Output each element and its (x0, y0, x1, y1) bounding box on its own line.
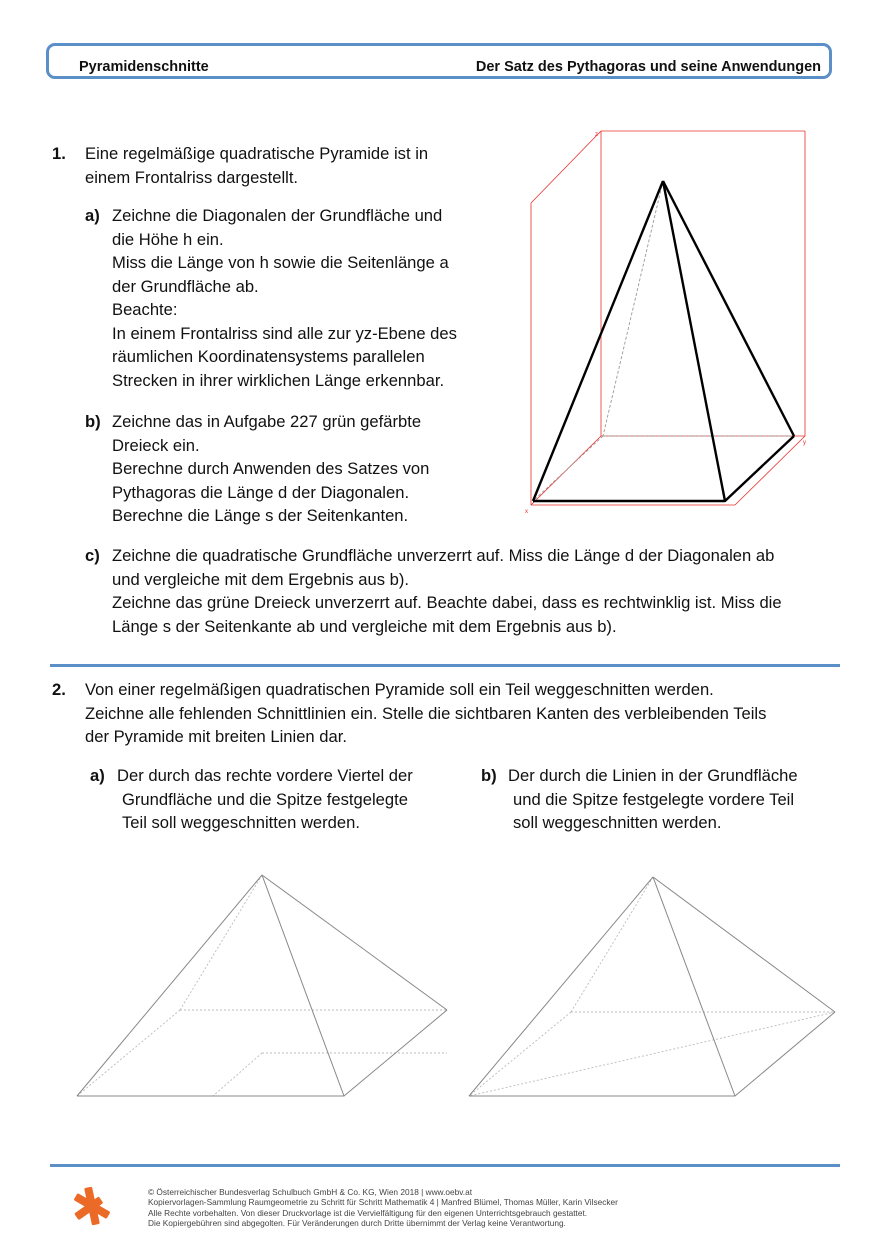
hidden-edge (469, 1012, 571, 1096)
task2-a-line: Der durch das rechte vordere Viertel der (117, 766, 413, 785)
lateral-edge (653, 877, 735, 1096)
lateral-edge (469, 877, 653, 1096)
task1-c-line: Länge s der Seitenkante ab und vergleiche mit dem Ergebnis aus b). (112, 616, 617, 636)
task1-intro-line: Eine regelmäßige quadratische Pyramide ist in (85, 144, 429, 163)
footer-line: Die Kopiergebühren sind abgegolten. Für Veränderungen durch Dritte übernimmt der Verlag keine Verantwortung. (148, 1218, 566, 1229)
axis-label-x: x (525, 509, 528, 515)
publisher-logo-icon (72, 1186, 112, 1226)
hidden-lines (469, 877, 835, 1096)
task1-a-line: Beachte: (112, 300, 178, 319)
task1-a-line: In einem Frontalriss sind alle zur yz-Ebene des (112, 323, 457, 343)
task2-b-line: soll weggeschnitten werden. (513, 813, 722, 832)
task1-c-line: Zeichne die quadratische Grundfläche unverzerrt auf. Miss die Länge d der Diagonalen ab (112, 546, 775, 565)
task1-c-line: Zeichne das grüne Dreieck unverzerrt auf. Beachte dabei, dass es rechtwinklig ist. Miss die (112, 593, 782, 612)
task2-a-line: Teil soll weggeschnitten werden. (122, 813, 360, 832)
task2-intro-line: Von einer regelmäßigen quadratischen Pyramide soll ein Teil weggeschnitten werden. (85, 680, 714, 699)
task1-b-line: Zeichne das in Aufgabe 227 grün gefärbte (112, 412, 422, 431)
task1-intro-line: einem Frontalriss dargestellt. (85, 167, 299, 187)
task2-intro-line: Zeichne alle fehlenden Schnittlinien ein. Stelle die sichtbaren Kanten des verbleibenden Teils (85, 703, 767, 723)
task1-c-line: und vergleiche mit dem Ergebnis aus b). (112, 569, 409, 589)
axis-label-z: z (595, 132, 598, 138)
footer-divider (50, 1164, 840, 1167)
task1-b-line: Berechne durch Anwenden des Satzes von (112, 459, 430, 478)
task1-b-label: b) (85, 412, 101, 431)
task1-a-line: Strecken in ihrer wirklichen Länge erkennbar. (112, 370, 445, 390)
footer-line: Kopiervorlagen-Sammlung Raumgeometrie zu Schritt für Schritt Mathematik 4 | Manfred Blümel, Thomas Müller, Karin Vilsecker (148, 1197, 618, 1208)
task2-a-label: a) (90, 766, 105, 785)
task1-a-line: räumlichen Koordinatensystems parallelen (112, 347, 425, 366)
task1-c-label: c) (85, 546, 100, 565)
task1-a-label: a) (85, 206, 100, 225)
visible-edges (469, 877, 835, 1096)
task2-a-line: Grundfläche und die Spitze festgelegte (122, 789, 408, 809)
task1-a-line: die Höhe h ein. (112, 229, 224, 249)
header-chapter: Der Satz des Pythagoras und seine Anwendungen (475, 59, 821, 75)
axis-label-y: y (803, 440, 806, 446)
task2-intro-line: der Pyramide mit breiten Linien dar. (85, 727, 347, 746)
cut-line (469, 1012, 835, 1096)
task1-b-line: Berechne die Länge s der Seitenkanten. (112, 506, 409, 525)
task1-a-line: Zeichne die Diagonalen der Grundfläche und (112, 206, 443, 225)
hidden-edge (571, 877, 653, 1012)
task1-number: 1. (52, 144, 66, 163)
task2-b-line: und die Spitze festgelegte vordere Teil (513, 789, 795, 809)
footer-text (148, 1187, 618, 1229)
header-topic: Pyramidenschnitte (79, 59, 209, 75)
footer-line: © Österreichischer Bundesverlag Schulbuch GmbH & Co. KG, Wien 2018 | www.oebv.at (148, 1187, 472, 1197)
task1-b-line: Pythagoras die Länge d der Diagonalen. (112, 482, 410, 502)
task1-a-line: Miss die Länge von h sowie die Seitenlänge a (112, 253, 449, 272)
task2-number: 2. (52, 680, 66, 699)
footer-line: Alle Rechte vorbehalten. Von dieser Druckvorlage ist die Vervielfältigung für den eigenen Unterrichtsgebrauch gestattet. (148, 1207, 588, 1218)
task2-b-label: b) (481, 766, 497, 785)
task2-b-line: Der durch die Linien in der Grundfläche (508, 766, 798, 785)
task1-b-line: Dreieck ein. (112, 435, 200, 455)
task1-a-line: der Grundfläche ab. (112, 276, 259, 296)
lateral-edge (653, 877, 835, 1012)
